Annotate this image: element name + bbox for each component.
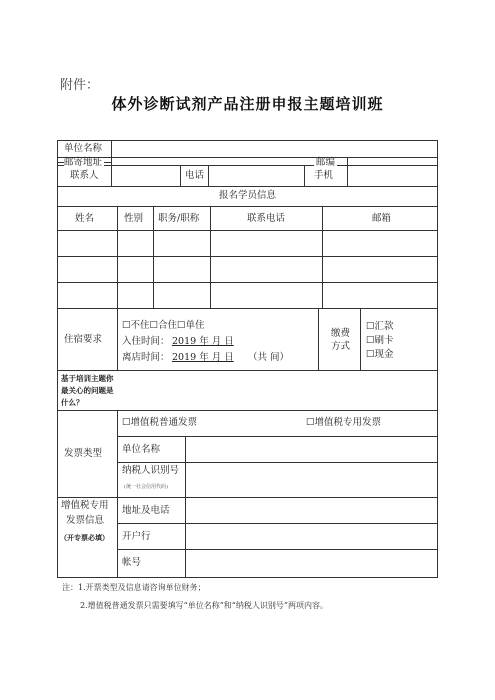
phone-label: 电话 <box>185 170 205 181</box>
checkout-label: 离店时间： <box>122 352 170 363</box>
unit-name-label: 单位名称 <box>64 143 103 154</box>
payment-label-line1: 缴费 <box>331 328 351 339</box>
column-header-phone: 联系电话 <box>247 213 286 224</box>
note-1: 注：1.开票类型及信息请咨询单位财务； <box>62 583 206 592</box>
postcode-label: 邮编 <box>316 157 336 168</box>
table-border-top <box>57 140 438 141</box>
row-line <box>57 256 438 257</box>
row-line <box>57 497 438 498</box>
bank-label: 开户行 <box>122 531 151 542</box>
payment-option-cash[interactable]: ☐现金 <box>366 349 394 360</box>
vat-label-line2: 发票信息 <box>66 515 105 526</box>
col-line <box>304 165 305 187</box>
account-label: 帐号 <box>122 557 142 568</box>
col-line <box>210 206 211 308</box>
column-header-title: 职务/职称 <box>158 213 200 224</box>
address-phone-label: 地址及电话 <box>122 505 170 516</box>
row-line <box>57 157 438 158</box>
lodging-label: 住宿要求 <box>64 334 103 345</box>
checkin-date[interactable]: 2019 年 月 日 <box>172 336 234 347</box>
form-title: 体外诊断试剂产品注册申报主题培训班 <box>111 95 384 113</box>
col-line <box>117 410 118 578</box>
payment-option-transfer[interactable]: ☐汇款 <box>366 321 394 332</box>
mobile-label: 手机 <box>314 170 334 181</box>
row-line <box>117 549 438 550</box>
contact-label: 联系人 <box>70 170 99 181</box>
row-line <box>57 308 438 309</box>
tax-id-hint: (统一社会信用代码) <box>124 484 168 490</box>
row-line <box>117 436 438 437</box>
row-line <box>57 186 438 187</box>
checkin-label: 入住时间： <box>122 336 170 347</box>
invoice-unit-name-label: 单位名称 <box>122 444 161 455</box>
tax-id-label: 纳税人识别号 <box>122 465 180 476</box>
col-line <box>117 206 118 308</box>
payment-option-card[interactable]: ☐刷卡 <box>366 335 394 346</box>
attachment-label: 附件： <box>60 78 100 93</box>
col-line <box>185 436 186 497</box>
vat-label-line3: （开专票必填） <box>60 533 109 542</box>
row-line <box>57 165 438 166</box>
row-line <box>57 230 438 231</box>
col-line <box>322 206 323 308</box>
col-line <box>111 165 112 187</box>
col-line <box>347 165 348 187</box>
col-line <box>153 206 154 308</box>
col-line <box>180 165 181 187</box>
col-line <box>117 308 118 370</box>
room-count[interactable]: （共 间） <box>248 352 290 363</box>
col-line <box>360 308 361 370</box>
students-section-title: 报名学员信息 <box>218 190 276 201</box>
table-border-bottom <box>57 577 438 578</box>
checkout-date[interactable]: 2019 年 月 日 <box>172 352 234 363</box>
row-line <box>117 523 438 524</box>
vat-label-line1: 增值税专用 <box>61 500 109 511</box>
concern-question: 基于培训主题你最关心的问题是什么？ <box>61 374 114 407</box>
column-header-gender: 性别 <box>124 213 144 224</box>
col-line <box>208 165 209 187</box>
col-line <box>111 140 112 166</box>
invoice-normal-option[interactable]: ☐增值税普通发票 <box>122 417 198 428</box>
col-line <box>185 497 186 578</box>
column-header-email: 邮箱 <box>372 213 392 224</box>
payment-label-line2: 方式 <box>331 341 351 352</box>
note-2: 2.增值税普通发票只需要填写“单位名称”和“纳税人识别号”两项内容。 <box>80 601 328 610</box>
invoice-special-option[interactable]: ☐增值税专用发票 <box>306 417 382 428</box>
lodging-options[interactable]: ☐不住☐合住☐单住 <box>122 320 205 331</box>
row-line <box>57 282 438 283</box>
invoice-type-label: 发票类型 <box>64 448 103 459</box>
column-header-name: 姓名 <box>75 213 95 224</box>
row-line <box>57 410 438 411</box>
address-label: 邮寄地址 <box>64 157 103 168</box>
row-line <box>117 462 438 463</box>
col-line <box>318 308 319 370</box>
row-line <box>57 206 438 207</box>
row-line <box>57 370 438 371</box>
